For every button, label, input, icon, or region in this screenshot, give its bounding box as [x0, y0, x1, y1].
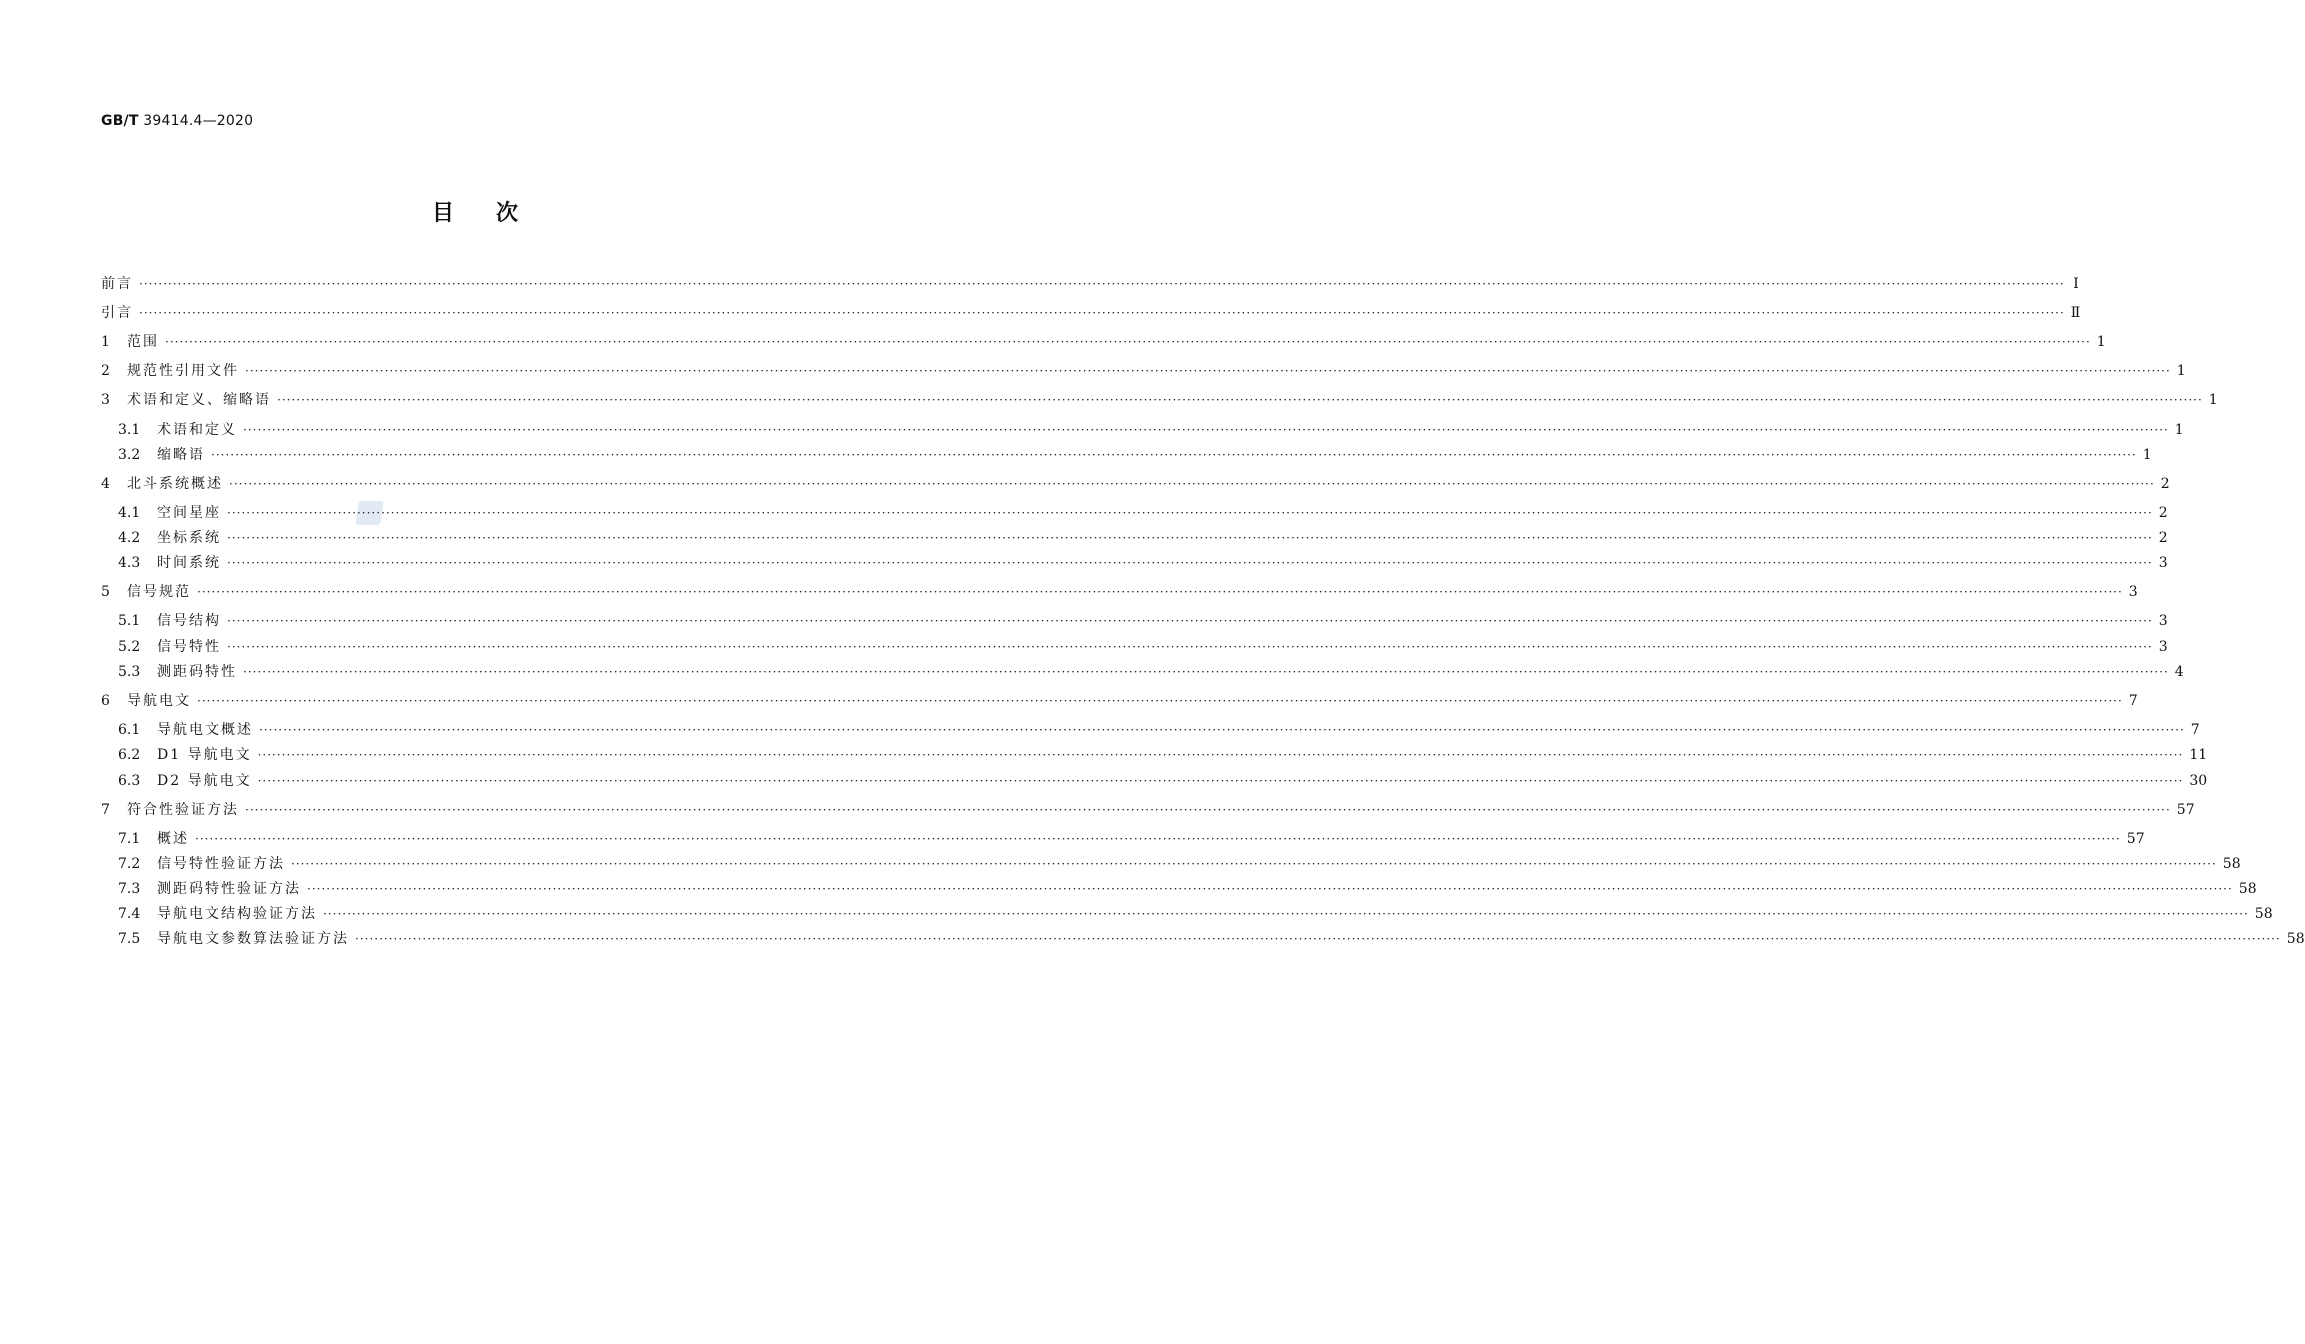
toc-entry[interactable] — [118, 444, 2152, 466]
toc-entry-number: 5.1 — [118, 613, 141, 629]
toc-entry-page: 1 — [2176, 363, 2186, 379]
toc-entry-number: 7.4 — [118, 906, 141, 922]
toc-entry-number: 6.1 — [118, 722, 141, 738]
toc-dot-leader: ················································································································································································································································································································································································································ — [227, 556, 2153, 570]
toc-dot-leader: ················································································································································································································································································································································································································ — [197, 694, 2123, 708]
toc-entry-label: D2 导航电文 — [157, 773, 252, 789]
toc-entry-page: 2 — [2158, 530, 2168, 546]
toc-dot-leader: ················································································································································································································································································································································································································ — [323, 907, 2249, 921]
toc-entry[interactable] — [118, 770, 2208, 792]
toc-entry-number: 2 — [101, 363, 110, 379]
toc-dot-leader: ················································································································································································································································································································································································································ — [139, 277, 2065, 291]
toc-entry-page: 7 — [2190, 722, 2200, 738]
toc-entry-page: 3 — [2158, 639, 2168, 655]
toc-entry-page: 2 — [2158, 505, 2168, 521]
toc-entry-label: 导航电文结构验证方法 — [157, 906, 317, 922]
toc-entry-number: 6.2 — [118, 747, 141, 763]
toc-entry[interactable] — [118, 719, 2200, 741]
toc-entry-label: 缩略语 — [157, 447, 205, 463]
toc-entry[interactable] — [118, 878, 2257, 900]
page-title: 目次 — [431, 201, 560, 226]
toc-dot-leader: ················································································································································································································································································································································································································ — [245, 803, 2171, 817]
toc-entry-page: 58 — [2286, 931, 2305, 947]
toc-entry[interactable] — [118, 828, 2145, 850]
toc-entry-page: 7 — [2128, 693, 2138, 709]
toc-entry-number: 5.2 — [118, 639, 141, 655]
toc-dot-leader: ················································································································································································································································································································································································································ — [277, 393, 2203, 407]
toc-entry[interactable] — [118, 552, 2168, 574]
toc-entry-page: 58 — [2222, 856, 2241, 872]
toc-entry-number: 3 — [101, 392, 110, 408]
toc-entry-number: 4 — [101, 476, 110, 492]
toc-dot-leader: ················································································································································································································································································································································································································ — [195, 832, 2121, 846]
toc-entry[interactable] — [118, 610, 2168, 632]
toc-entry-number: 7.2 — [118, 856, 141, 872]
toc-entry[interactable] — [101, 331, 2106, 353]
toc-entry-label: 导航电文 — [127, 693, 191, 709]
toc-dot-leader: ················································································································································································································································································································································································································ — [227, 614, 2153, 628]
toc-entry-label: 测距码特性验证方法 — [157, 881, 301, 897]
toc-dot-leader: ················································································································································································································································································································································································································ — [257, 748, 2184, 762]
toc-entry-label: 坐标系统 — [157, 530, 221, 546]
toc-dot-leader: ················································································································································································································································································································································································································ — [227, 531, 2153, 545]
toc-entry-label: 信号结构 — [157, 613, 221, 629]
toc-entry-label: 信号特性验证方法 — [157, 856, 285, 872]
toc-entry-label: 概述 — [157, 831, 189, 847]
toc-entry-number: 4.1 — [118, 505, 141, 521]
toc-dot-leader: ················································································································································································································································································································································································································ — [165, 335, 2091, 349]
toc-entry-label: 符合性验证方法 — [127, 802, 239, 818]
toc-dot-leader: ················································································································································································································································································································································································································ — [243, 665, 2169, 679]
toc-entry-number: 5.3 — [118, 664, 141, 680]
toc-entry[interactable] — [118, 853, 2241, 875]
toc-entry[interactable] — [101, 581, 2138, 603]
toc-dot-leader: ················································································································································································································································································································································································································ — [229, 477, 2155, 491]
toc-entry-page: 1 — [2208, 392, 2218, 408]
toc-entry-label: 术语和定义 — [157, 422, 237, 438]
toc-entry[interactable] — [101, 473, 2170, 495]
toc-dot-leader: ················································································································································································································································································································································································································ — [139, 306, 2065, 320]
toc-entry-number: 6 — [101, 693, 110, 709]
toc-entry-page: 2 — [2160, 476, 2170, 492]
toc-entry-label: 术语和定义、缩略语 — [127, 392, 271, 408]
toc-entry[interactable] — [101, 389, 2218, 411]
toc-entry-label: 信号特性 — [157, 639, 221, 655]
toc-entry-page: 3 — [2158, 613, 2168, 629]
toc-entry-label: 导航电文概述 — [157, 722, 253, 738]
toc-entry-page: 4 — [2174, 664, 2184, 680]
toc-entry[interactable] — [118, 419, 2184, 441]
toc-dot-leader: ················································································································································································································································································································································································································ — [243, 423, 2169, 437]
toc-entry[interactable] — [118, 928, 2305, 950]
toc-entry-label: 导航电文参数算法验证方法 — [157, 931, 349, 947]
toc-entry-label: 信号规范 — [127, 584, 191, 600]
toc-entry-label: 范围 — [127, 334, 159, 350]
toc-dot-leader: ················································································································································································································································································································································································································ — [227, 506, 2153, 520]
toc-dot-leader: ················································································································································································································································································································································································································ — [257, 774, 2184, 788]
toc-entry-label: 空间星座 — [157, 505, 221, 521]
toc-entry-page: 3 — [2128, 584, 2138, 600]
toc-dot-leader: ················································································································································································································································································································································································································ — [291, 857, 2217, 871]
toc-entry-number: 5 — [101, 584, 110, 600]
toc-entry[interactable] — [101, 690, 2138, 712]
toc-entry-label: 规范性引用文件 — [127, 363, 239, 379]
toc-entry[interactable] — [101, 302, 2081, 324]
toc-entry-label: D1 导航电文 — [157, 747, 252, 763]
toc-entry[interactable] — [118, 502, 2168, 524]
standard-code-number: 39414.4—2020 — [143, 113, 254, 129]
toc-dot-leader: ················································································································································································································································································································································································································ — [355, 932, 2281, 946]
toc-entry-page: 1 — [2096, 334, 2106, 350]
toc-entry[interactable] — [101, 360, 2186, 382]
toc-entry-page: Ⅱ — [2070, 305, 2081, 321]
toc-entry[interactable] — [118, 903, 2273, 925]
toc-entry-page: 3 — [2158, 555, 2168, 571]
toc-entry-number: 7 — [101, 802, 110, 818]
toc-entry-label: 引言 — [101, 305, 133, 321]
toc-entry-page: Ⅰ — [2073, 276, 2079, 292]
toc-entry-number: 7.5 — [118, 931, 141, 947]
toc-entry-page: 1 — [2142, 447, 2152, 463]
toc-entry-number: 4.2 — [118, 530, 141, 546]
toc-entry[interactable] — [118, 636, 2168, 658]
toc-entry-number: 3.2 — [118, 447, 141, 463]
toc-entry-page: 57 — [2176, 802, 2195, 818]
toc-dot-leader: ················································································································································································································································································································································································································ — [307, 882, 2233, 896]
toc-entry[interactable] — [118, 527, 2168, 549]
toc-entry[interactable] — [101, 799, 2195, 821]
toc-entry-page: 57 — [2126, 831, 2145, 847]
toc-entry-number: 1 — [101, 334, 110, 350]
toc-dot-leader: ················································································································································································································································································································································································································ — [211, 448, 2137, 462]
toc-dot-leader: ················································································································································································································································································································································································································ — [197, 585, 2123, 599]
toc-entry-number: 3.1 — [118, 422, 141, 438]
toc-entry-label: 时间系统 — [157, 555, 221, 571]
toc-entry-number: 4.3 — [118, 555, 141, 571]
toc-dot-leader: ················································································································································································································································································································································································································ — [259, 723, 2185, 737]
standard-code-prefix: GB/T — [101, 113, 139, 129]
toc-entry-number: 7.3 — [118, 881, 141, 897]
toc-entry[interactable] — [118, 744, 2208, 766]
toc-dot-leader: ················································································································································································································································································································································································································ — [245, 364, 2171, 378]
toc-entry-page: 58 — [2254, 906, 2273, 922]
toc-dot-leader: ················································································································································································································································································································································································································ — [227, 640, 2153, 654]
toc-entry-page: 1 — [2174, 422, 2184, 438]
toc-entry-number: 7.1 — [118, 831, 141, 847]
toc-entry-page: 58 — [2238, 881, 2257, 897]
toc-entry-label: 北斗系统概述 — [127, 476, 223, 492]
toc-entry[interactable] — [118, 661, 2184, 683]
toc-entry-label: 测距码特性 — [157, 664, 237, 680]
toc-entry-page: 11 — [2189, 747, 2208, 763]
toc-entry-number: 6.3 — [118, 773, 141, 789]
toc-entry-page: 30 — [2189, 773, 2208, 789]
toc-entry-label: 前言 — [101, 276, 133, 292]
toc-entry[interactable] — [101, 273, 2079, 295]
